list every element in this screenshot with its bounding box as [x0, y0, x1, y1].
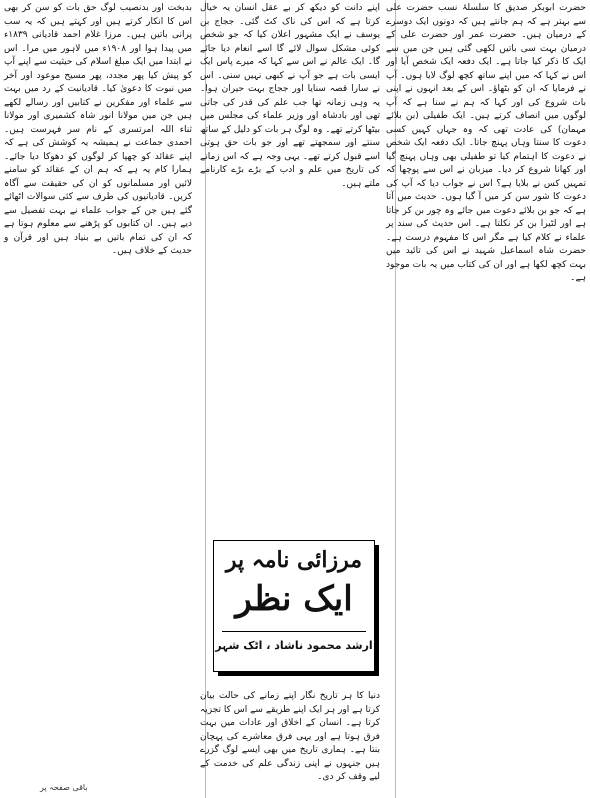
article-column-middle-lower	[200, 690, 380, 785]
article-title-box	[213, 540, 375, 672]
author-byline: ارشد محمود ناشاد ، اٹک شہر	[215, 639, 373, 652]
column-text: بدبخت اور بدنصیب لوگ حق بات کو سن کر بھی اس کا انکار کرتے ہیں اور کہتے ہیں کہ یہ سب پرانی باتیں ہیں۔ مرزا غلام احمد قادیانی ۱۸۳۹ء میں پیدا ہوا اور ۱۹۰۸ء میں لاہور میں مرا۔ اس نے ابتدا میں ایک مبلغ اسلام کی حیثیت سے اپنے آپ کو پیش کیا پھر مجدد، پھر مسیح موعود اور آخر میں نبوت کا دعویٰ کیا۔ قادیانیت کے رد میں بہت سے علماء اور مفکرین نے کتابیں اور رسالے لکھے ہیں جن میں مولانا انور شاہ کشمیری اور مولانا ثناء اللہ امرتسری کے نام سر فہرست ہیں۔ احمدی جماعت نے ہمیشہ یہ کوشش کی ہے کہ اپنے عقائد کو چھپا کر لوگوں کو دھوکا دیا جائے۔ ہمارا کام یہ ہے کہ ہم ان کے عقائد کو سامنے لائیں اور مسلمانوں کو ان کی حقیقت سے آگاہ کریں۔ قادیانیوں کی طرف سے کئی سوالات اٹھائے گئے ہیں جن کے جواب علماء نے بہت تفصیل سے دیے ہیں۔ ان کتابوں کو پڑھنے سے معلوم ہوتا ہے کہ ان کی تمام باتیں بے بنیاد ہیں اور قرآن و حدیث کے خلاف ہیں۔	[4, 3, 192, 256]
title-line-2: ایک نظر	[235, 579, 353, 619]
article-column-right	[386, 2, 586, 286]
article-column-left	[4, 2, 192, 259]
title-line-1: مرزائی نامہ پر	[225, 547, 363, 573]
article-column-middle	[200, 2, 380, 191]
title-divider	[222, 631, 366, 632]
continued-note: باقی صفحہ پر	[40, 783, 88, 792]
column-text: اپنے دانت کو دیکھ کر بے عقل انسان یہ خیال کرتا ہے کہ اس کی ناک کٹ گئی۔ ججاج بن یوسف نے ایک مشہور اعلان کیا کہ جو شخص کوئی مشکل سوال لائے گا اسے انعام دیا جائے گا۔ ایک عالم نے اس سے کہا کہ میرے پاس ایک ایسی بات ہے جو آپ نے کبھی نہیں سنی۔ اس نے سارا قصہ سنایا اور ججاج بہت حیران ہوا۔ یہ وہی زمانہ تھا جب علم کی قدر کی جاتی تھی اور بادشاہ اور وزیر علماء کی مجلس میں بیٹھا کرتے تھے۔ وہ لوگ ہر بات کو دلیل کے ساتھ سنتے اور سمجھتے تھے اور جو بات حق ہوتی اسے قبول کرتے تھے۔ یہی وجہ ہے کہ اس زمانے کی تاریخ میں علم و ادب کے بڑے بڑے کارنامے ملتے ہیں۔	[200, 3, 380, 189]
column-text: دنیا کا ہر تاریخ نگار اپنے زمانے کی حالت بیان کرتا ہے اور ہر ایک اپنے طریقے سے اس کا تجزیہ کرتا ہے۔ انسان کے اخلاق اور عادات میں بہت فرق ہوتا ہے اور یہی فرق معاشرے کی پہچان بنتا ہے۔ ہماری تاریخ میں بھی ایسے لوگ گزرے ہیں جنہوں نے اپنی زندگی علم کی خدمت کے لیے وقف کر دی۔	[200, 691, 380, 782]
column-text: حضرت ابوبکر صدیق کا سلسلۂ نسب حضرت علی سے بہتر ہے کہ ہم جانتے ہیں کہ دونوں ایک دوسرے کے درمیان ہیں۔ حضرت عمر اور حضرت علی کے درمیان بہت سی باتیں لکھی گئی ہیں جن میں سے ایک کا ذکر کیا جاتا ہے۔ ایک دفعہ ایک شخص آیا اور اس نے کہا کہ میں اپنے ساتھ کچھ لوگ لایا ہوں۔ آپ نے فرمایا کہ ان کو بٹھاؤ۔ اس کے بعد انہوں نے اپنی بات شروع کی اور کہا کہ ہم نے سنا ہے کہ آپ لوگوں میں انصاف کرتے ہیں۔ ایک طفیلی (بن بلائے مہمان) کی عادت تھی کہ وہ جہاں کہیں کسی دعوت کا سنتا وہاں پہنچ جاتا۔ ایک دفعہ ایک شخص نے دعوت کا اہتمام کیا تو طفیلی بھی وہاں پہنچ گیا اور کھانا شروع کر دیا۔ میزبان نے اس سے پوچھا کہ تمہیں کس نے بلایا ہے؟ اس نے جواب دیا کہ آپ کی دعوت کا شور سن کر میں آ گیا ہوں۔ حدیث میں آتا ہے کہ جو بن بلائے دعوت میں جائے وہ چور بن کر جاتا ہے اور لٹیرا بن کر نکلتا ہے۔ اس حدیث کی سند پر علماء نے کلام کیا ہے مگر اس کا مفہوم درست ہے۔ حضرت شاہ اسماعیل شہید نے اس کی تائید میں بہت کچھ لکھا ہے اور ان کی کتاب میں یہ بات موجود ہے۔	[386, 3, 586, 283]
